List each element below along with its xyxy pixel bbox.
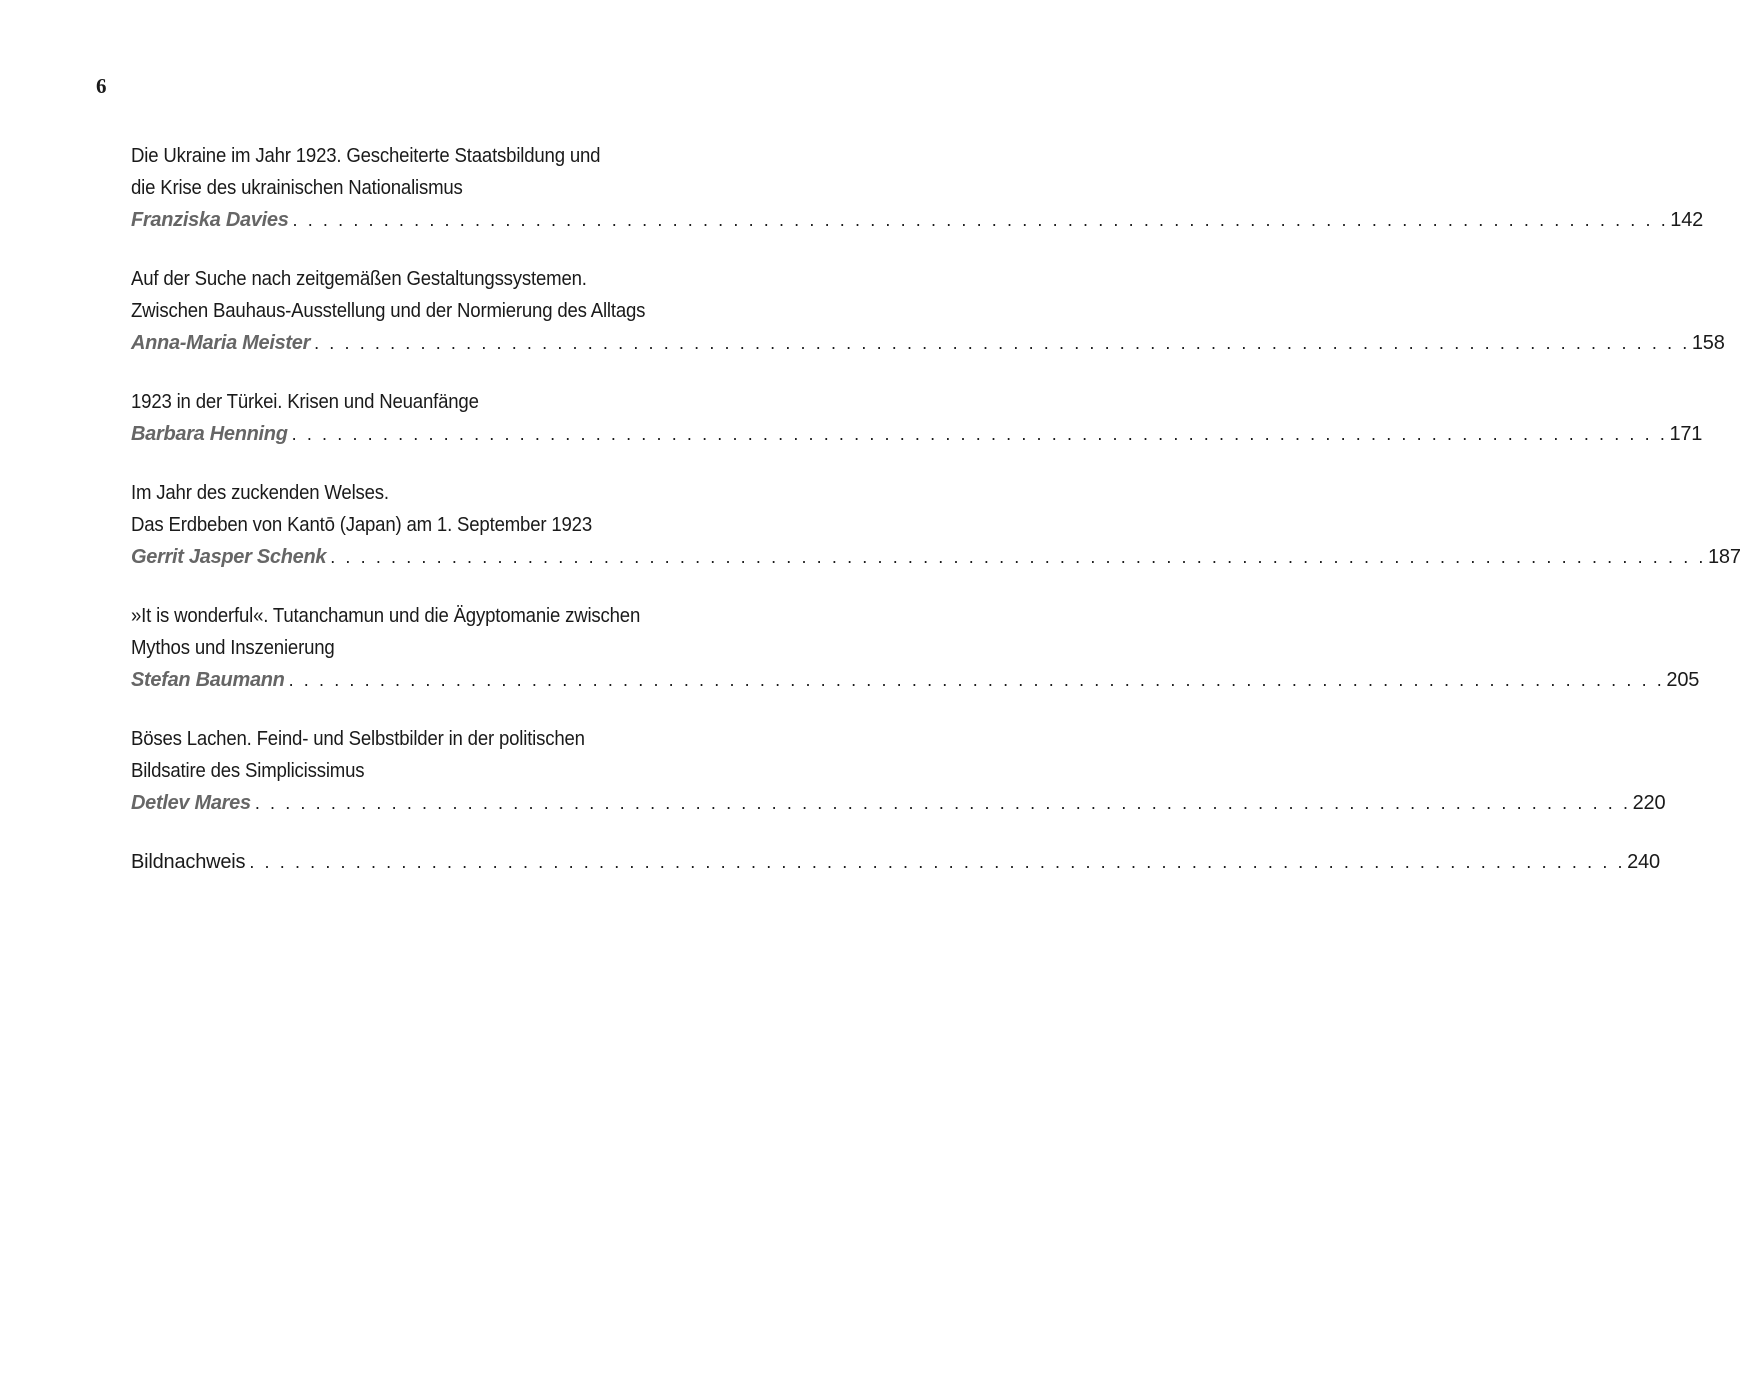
entry-title-line: Mythos und Inszenierung: [131, 637, 335, 659]
entry-page-number: 240: [1627, 851, 1660, 873]
entry-title-line: 1923 in der Türkei. Krisen und Neuanfänge: [131, 391, 479, 413]
entry-page-number: 158: [1691, 332, 1725, 354]
entry-title-line: Im Jahr des zuckenden Welses.: [131, 482, 389, 504]
entry-title-line: Das Erdbeben von Kantō (Japan) am 1. September 1923: [131, 514, 592, 536]
entry-page-number: 205: [1666, 669, 1700, 691]
toc-entry[interactable]: [131, 140, 1704, 236]
toc-entry[interactable]: [131, 386, 1703, 450]
dot-leader: . . . . . . . . . . . . . . . . . . . . . . . . . . . . . . . . . . . . . . . . . . . . . . . . . . . . . . . . . . . . . . . . . . . . . . . . . . . . . . . . . . . . . . . . . . .: [292, 210, 1669, 230]
entry-author-line: [131, 204, 1704, 236]
dot-leader: . . . . . . . . . . . . . . . . . . . . . . . . . . . . . . . . . . . . . . . . . . . . . . . . . . . . . . . . . . . . . . . . . . . . . . . . . . . . . . . . . . . . . . . . . . .: [288, 670, 1665, 690]
toc-entry[interactable]: [131, 263, 1725, 359]
entry-page-number: 171: [1669, 423, 1703, 445]
entry-author-line: [131, 664, 1700, 696]
toc-entry[interactable]: [131, 477, 1741, 573]
entry-label: Bildnachweis: [131, 851, 246, 873]
entry-author-line: [131, 418, 1703, 450]
entry-title-line: Böses Lachen. Feind- und Selbstbilder in der politischen: [131, 728, 585, 750]
toc-entry[interactable]: [131, 723, 1666, 819]
entry-title-line: Bildsatire des Simplicissimus: [131, 760, 365, 782]
entry-author: Barbara Henning: [131, 423, 288, 445]
entry-author: Franziska Davies: [131, 209, 289, 231]
dot-leader: . . . . . . . . . . . . . . . . . . . . . . . . . . . . . . . . . . . . . . . . . . . . . . . . . . . . . . . . . . . . . . . . . . . . . . . . . . . . . . . . . . . . . . . . . . .: [330, 547, 1706, 567]
dot-leader: . . . . . . . . . . . . . . . . . . . . . . . . . . . . . . . . . . . . . . . . . . . . . . . . . . . . . . . . . . . . . . . . . . . . . . . . . . . . . . . . . . . . . . . . . . .: [291, 424, 1668, 444]
entry-title-line: Auf der Suche nach zeitgemäßen Gestaltungssystemen.: [131, 268, 587, 290]
toc-entry[interactable]: [131, 600, 1700, 696]
entry-page-number: 187: [1708, 546, 1741, 568]
entry-title-line: »It is wonderful«. Tutanchamun und die Ägyptomanie zwischen: [131, 605, 641, 627]
entry-author: Detlev Mares: [131, 792, 251, 814]
entry-title-line: Die Ukraine im Jahr 1923. Gescheiterte Staatsbildung und: [131, 145, 601, 167]
entry-page-number: 220: [1632, 792, 1666, 814]
entry-author-line: [131, 787, 1666, 819]
entry-author: Stefan Baumann: [131, 669, 285, 691]
entry-author-line: [131, 327, 1725, 359]
entry-author: Gerrit Jasper Schenk: [131, 546, 327, 568]
table-of-contents: [131, 140, 1741, 905]
toc-entry-bildnachweis[interactable]: [131, 846, 1660, 878]
entry-title-line: Zwischen Bauhaus-Ausstellung und der Normierung des Alltags: [131, 300, 646, 322]
entry-title-line: die Krise des ukrainischen Nationalismus: [131, 177, 463, 199]
entry-author-line: [131, 541, 1741, 573]
page-number: 6: [96, 74, 107, 98]
entry-author: Anna-Maria Meister: [131, 332, 311, 354]
entry-page-number: 142: [1670, 209, 1704, 231]
dot-leader: . . . . . . . . . . . . . . . . . . . . . . . . . . . . . . . . . . . . . . . . . . . . . . . . . . . . . . . . . . . . . . . . . . . . . . . . . . . . . . . . . . . . . . . . . . .: [314, 333, 1690, 353]
entry-label-line: [131, 846, 1660, 878]
dot-leader: . . . . . . . . . . . . . . . . . . . . . . . . . . . . . . . . . . . . . . . . . . . . . . . . . . . . . . . . . . . . . . . . . . . . . . . . . . . . . . . . . . . . . . . . . . .: [249, 852, 1626, 872]
dot-leader: . . . . . . . . . . . . . . . . . . . . . . . . . . . . . . . . . . . . . . . . . . . . . . . . . . . . . . . . . . . . . . . . . . . . . . . . . . . . . . . . . . . . . . . . . . .: [254, 793, 1631, 813]
